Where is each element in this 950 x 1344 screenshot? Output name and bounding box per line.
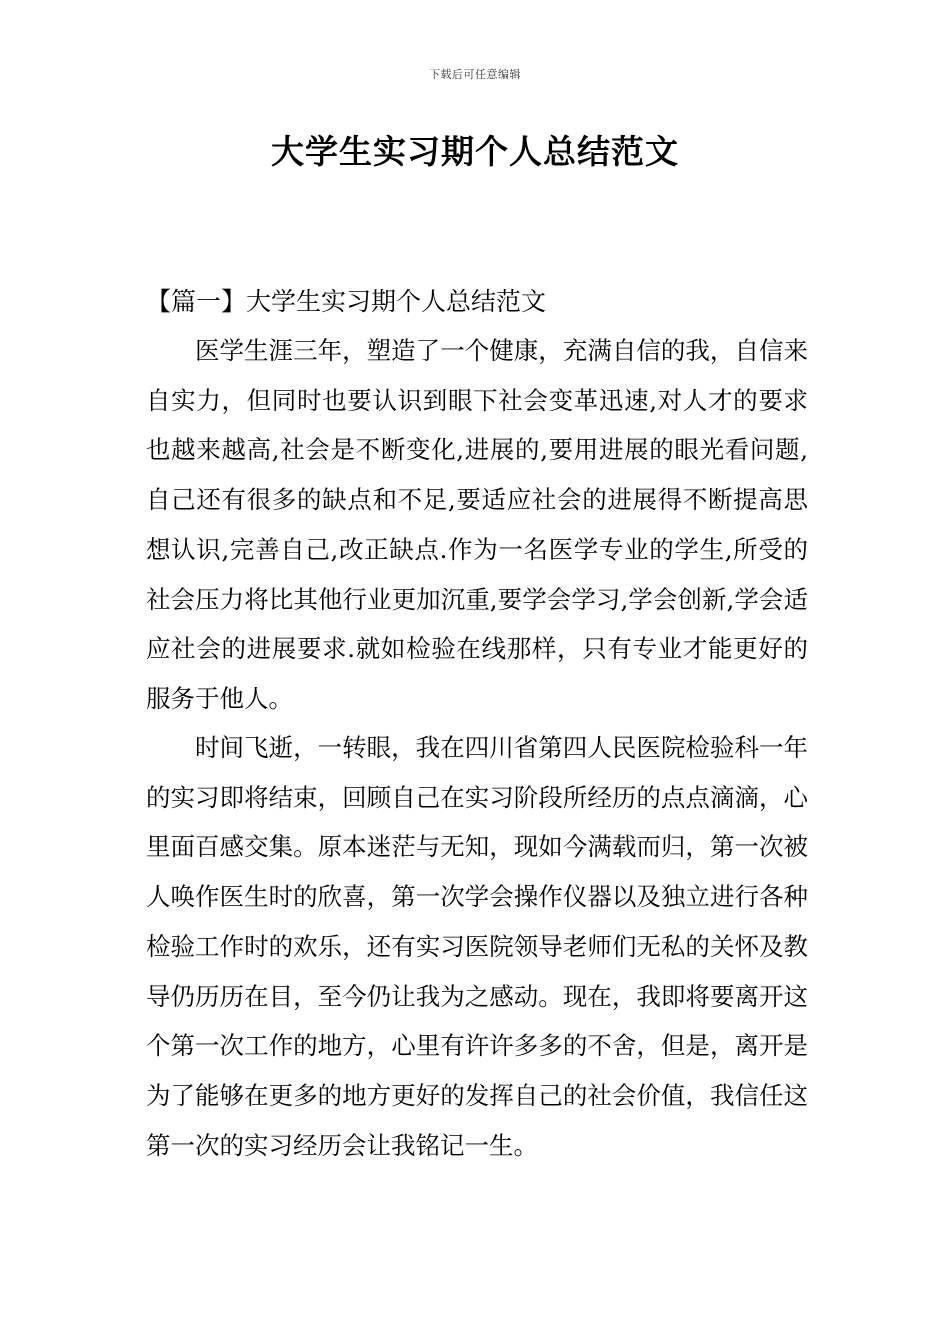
body-paragraph-1: 医学生涯三年，塑造了一个健康，充满自信的我，自信来自实力，但同时也要认识到眼下社会变革迅速,对人才的要求也越来越高,社会是不断变化,进展的,要用进展的眼光看问题,自己还有很多的缺点和不足,要适应社会的进展得不断提高思想认识,完善自己,改正缺点.作为一名医学专业的学生,所受的社会压力将比其他行业更加沉重,要学会学习,学会创新,学会适应社会的进展要求.就如检验在线那样，只有专业才能更好的服务于他人。 <box>146 336 808 713</box>
section-heading: 【篇一】大学生实习期个人总结范文 <box>146 287 547 316</box>
document-title: 大学生实习期个人总结范文 <box>271 132 679 171</box>
body-paragraph-2: 时间飞逝，一转眼，我在四川省第四人民医院检验科一年的实习即将结束，回顾自己在实习阶段所经历的点点滴滴，心里面百感交集。原本迷茫与无知，现如今满载而归，第一次被人唤作医生时的欣喜，第一次学会操作仪器以及独立进行各种检验工作时的欢乐，还有实习医院领导老师们无私的关怀及教导仍历历在目，至今仍让我为之感动。现在，我即将要离开这个第一次工作的地方，心里有许许多多的不舍，但是，离开是为了能够在更多的地方更好的发挥自己的社会价值，我信任这第一次的实习经历会让我铭记一生。 <box>146 733 808 1160</box>
header-note: 下载后可任意编辑 <box>429 68 521 81</box>
